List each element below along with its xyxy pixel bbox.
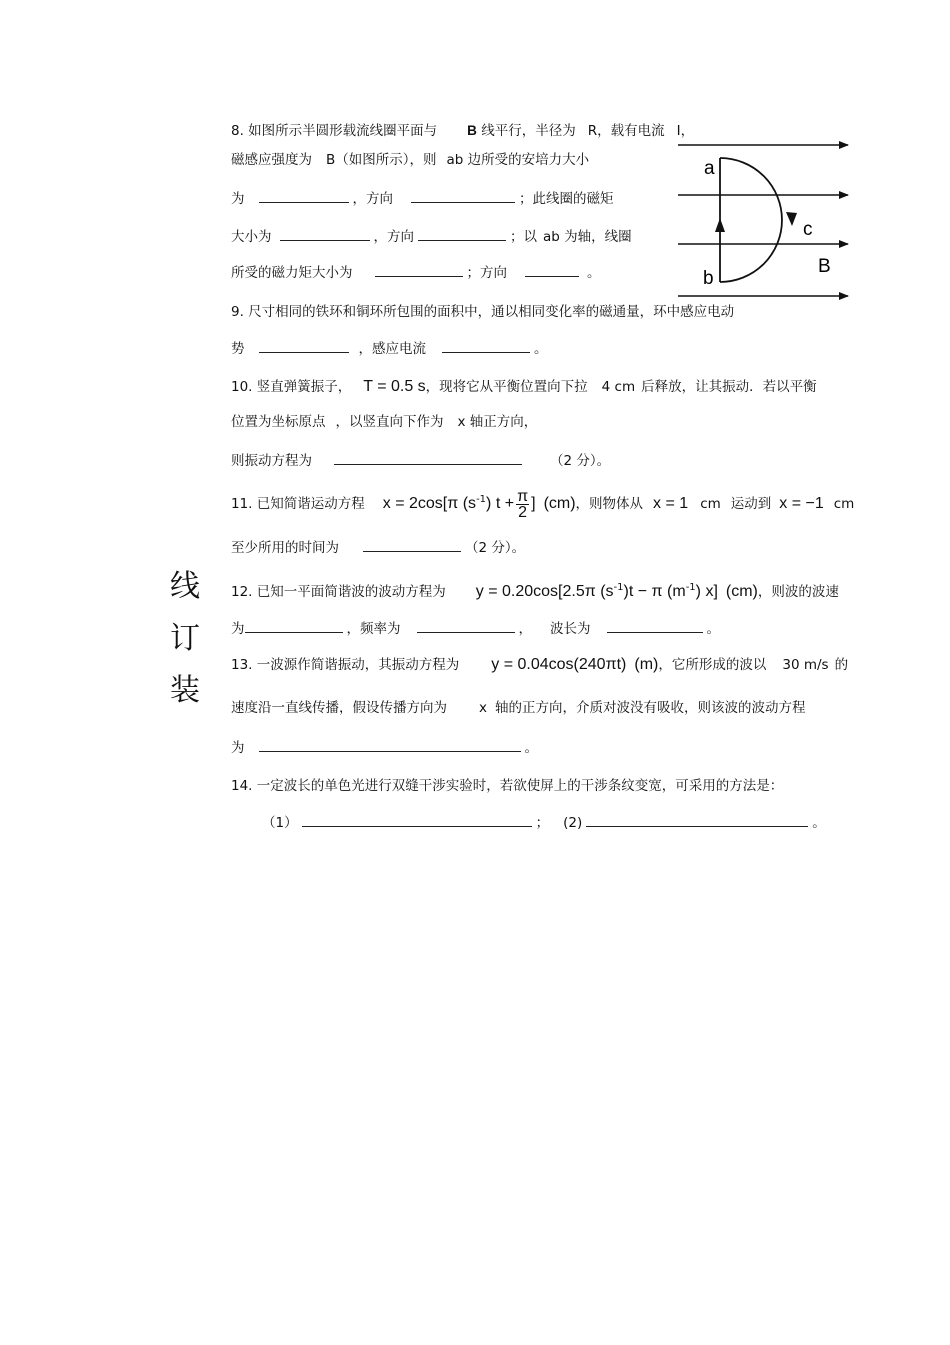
current-arrow-arc: [786, 212, 797, 226]
q13-line2: 速度沿一直线传播，假设传播方向为 x 轴的正方向，介质对波没有吸收，则该波的波动方程: [231, 700, 806, 716]
q8-blank-2[interactable]: [411, 188, 515, 203]
q9-blank-1[interactable]: [259, 338, 349, 353]
q8-blank-1[interactable]: [259, 188, 349, 203]
binding-char-zhuang: 装: [170, 673, 200, 708]
q14-blank-2[interactable]: [586, 812, 808, 827]
semicircle-arc: [720, 158, 782, 282]
q9-line2: 势 ，感应电流 。: [231, 338, 548, 359]
label-B: B: [818, 256, 831, 277]
semicircle-coil-figure: [672, 136, 862, 306]
q8-blank-5[interactable]: [375, 262, 463, 277]
q8-blank-4[interactable]: [418, 226, 506, 241]
q12-blank-1[interactable]: [245, 618, 343, 633]
q13-line3: 为 。: [231, 737, 538, 758]
q9-line1: 9. 尺寸相同的铁环和铜环所包围的面积中，通以相同变化率的磁通量，环中感应电动: [231, 304, 735, 320]
q8-line5: 所受的磁力矩大小为 ；方向 。: [231, 262, 601, 283]
q11-line2: 至少所用的时间为 （2 分）。: [231, 537, 525, 558]
q11-blank-1[interactable]: [363, 537, 461, 552]
q9-blank-2[interactable]: [442, 338, 530, 353]
q14-line2: （1） ； (2) 。: [262, 812, 826, 833]
q10-line2: 位置为坐标原点 ，以竖直向下作为 x 轴正方向，: [231, 414, 538, 430]
q10-blank-1[interactable]: [334, 450, 522, 465]
label-c: c: [803, 219, 813, 240]
q8-line3: 为 ，方向 ；此线圈的磁矩: [231, 188, 614, 209]
q12-blank-2[interactable]: [417, 618, 515, 633]
q14-blank-1[interactable]: [302, 812, 532, 827]
q8-line2: 磁感应强度为 B（如图所示），则 ab 边所受的安培力大小: [231, 152, 590, 168]
q12-blank-3[interactable]: [607, 618, 703, 633]
q8-blank-3[interactable]: [280, 226, 370, 241]
q8-line1: 8. 如图所示半圆形载流线圈平面与 B 线平行，半径为 R，载有电流 I，: [231, 123, 695, 139]
q13-line1: 13. 一波源作简谐振动，其振动方程为 y = 0.04cos(240πt) (m)，它所形成的波以 30 m/s 的: [231, 656, 849, 673]
binding-char-xian: 线: [170, 569, 200, 604]
q13-blank-1[interactable]: [259, 737, 521, 752]
q8-line4: 大小为 ，方向 ；以 ab 为轴，线圈: [231, 226, 632, 247]
label-b: b: [703, 268, 714, 289]
current-arrow-up: [715, 218, 725, 232]
q10-line3: 则振动方程为 （2 分）。: [231, 450, 610, 471]
binding-char-ding: 订: [170, 621, 200, 656]
pi-over-2-fraction: $\frac{\pi}{2}$: [517, 487, 529, 521]
q12-line1: 12. 已知一平面简谐波的波动方程为 y = 0.20cos[2.5π $(s^{-1})t - \pi$ $(m^{-1})$ x] (cm)，则波的波速: [231, 582, 839, 600]
q11-line1: 11. 已知简谐运动方程 x = 2cos[π $(s^{-1}) t$ + $\frac{\pi}{2}$ ] (cm)，则物体从 x = 1 cm 运动到 x = −1 cm: [231, 487, 855, 521]
q10-line1: 10. 竖直弹簧振子， T = 0.5 s，现将它从平衡位置向下拉 4 cm 后释放，让其振动．若以平衡: [231, 378, 817, 395]
label-a: a: [704, 158, 715, 179]
q8-blank-6[interactable]: [525, 262, 579, 277]
q12-line2: 为 ，频率为 ， 波长为 。: [231, 618, 720, 639]
q14-line1: 14. 一定波长的单色光进行双缝干涉实验时，若欲使屏上的干涉条纹变宽，可采用的方法是：: [231, 778, 784, 794]
